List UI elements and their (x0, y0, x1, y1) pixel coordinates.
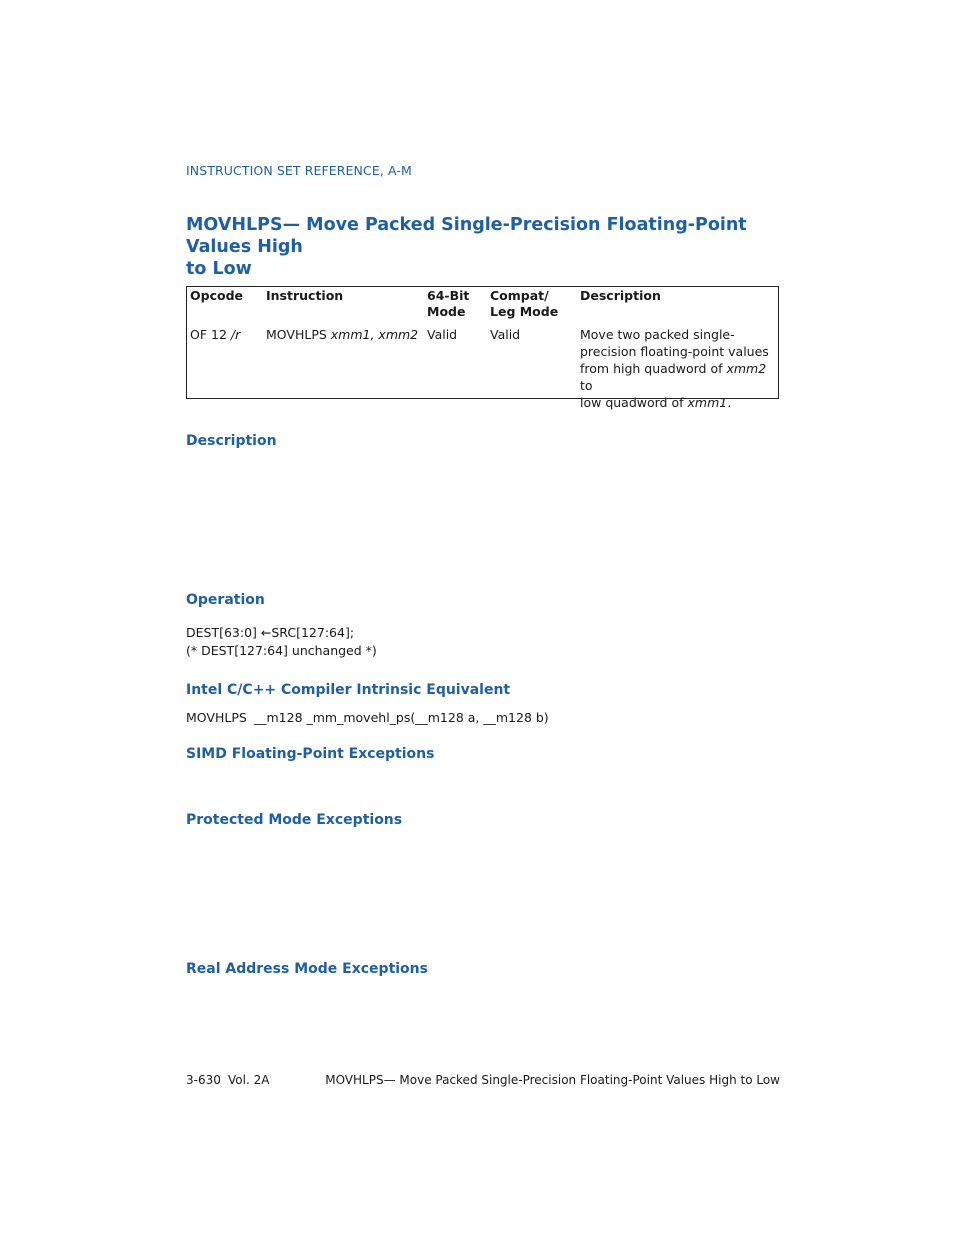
opcode-table (186, 286, 779, 410)
cell-description: Move two packed single- precision floating-point values from high quadword of xmm2 to low quadword of xmm1. (580, 327, 769, 410)
header-64bit-mode: 64-Bit Mode (427, 288, 470, 319)
page-title (186, 214, 786, 280)
page-title-line1: MOVHLPS— Move Packed Single-Precision Floating-Point Values High (186, 215, 747, 257)
section-description-heading: Description (186, 433, 277, 449)
operation-line-2: (* DEST[127:64] unchanged *) (186, 643, 377, 658)
intrinsic-name: MOVHLPS (186, 710, 247, 725)
intrinsic-signature: __m128 _mm_movehl_ps(__m128 a, __m128 b) (254, 710, 549, 725)
section-real-heading: Real Address Mode Exceptions (186, 961, 428, 977)
footer-volume: Vol. 2A (228, 1073, 270, 1087)
header-compat-mode: Compat/ Leg Mode (490, 288, 559, 319)
cell-opcode: OF 12 /r (190, 327, 241, 342)
header-instruction: Instruction (266, 288, 344, 303)
header-opcode: Opcode (190, 288, 243, 303)
footer-title: MOVHLPS— Move Packed Single-Precision Floating-Point Values High to Low (325, 1073, 780, 1087)
cell-compat-mode: Valid (490, 327, 521, 342)
page-title-line2: to Low (186, 259, 252, 279)
operation-line-1: DEST[63:0] ←SRC[127:64]; (186, 625, 355, 640)
section-intrinsic-heading: Intel C/C++ Compiler Intrinsic Equivalent (186, 682, 511, 698)
section-operation-heading: Operation (186, 592, 265, 608)
cell-instruction: MOVHLPS xmm1, xmm2 (266, 327, 419, 342)
header-description: Description (580, 288, 661, 303)
section-protected-heading: Protected Mode Exceptions (186, 812, 403, 828)
cell-64bit-mode: Valid (427, 327, 458, 342)
running-header: INSTRUCTION SET REFERENCE, A-M (186, 163, 412, 178)
footer-page-number: 3-630 (186, 1073, 221, 1087)
section-simd-heading: SIMD Floating-Point Exceptions (186, 746, 435, 762)
